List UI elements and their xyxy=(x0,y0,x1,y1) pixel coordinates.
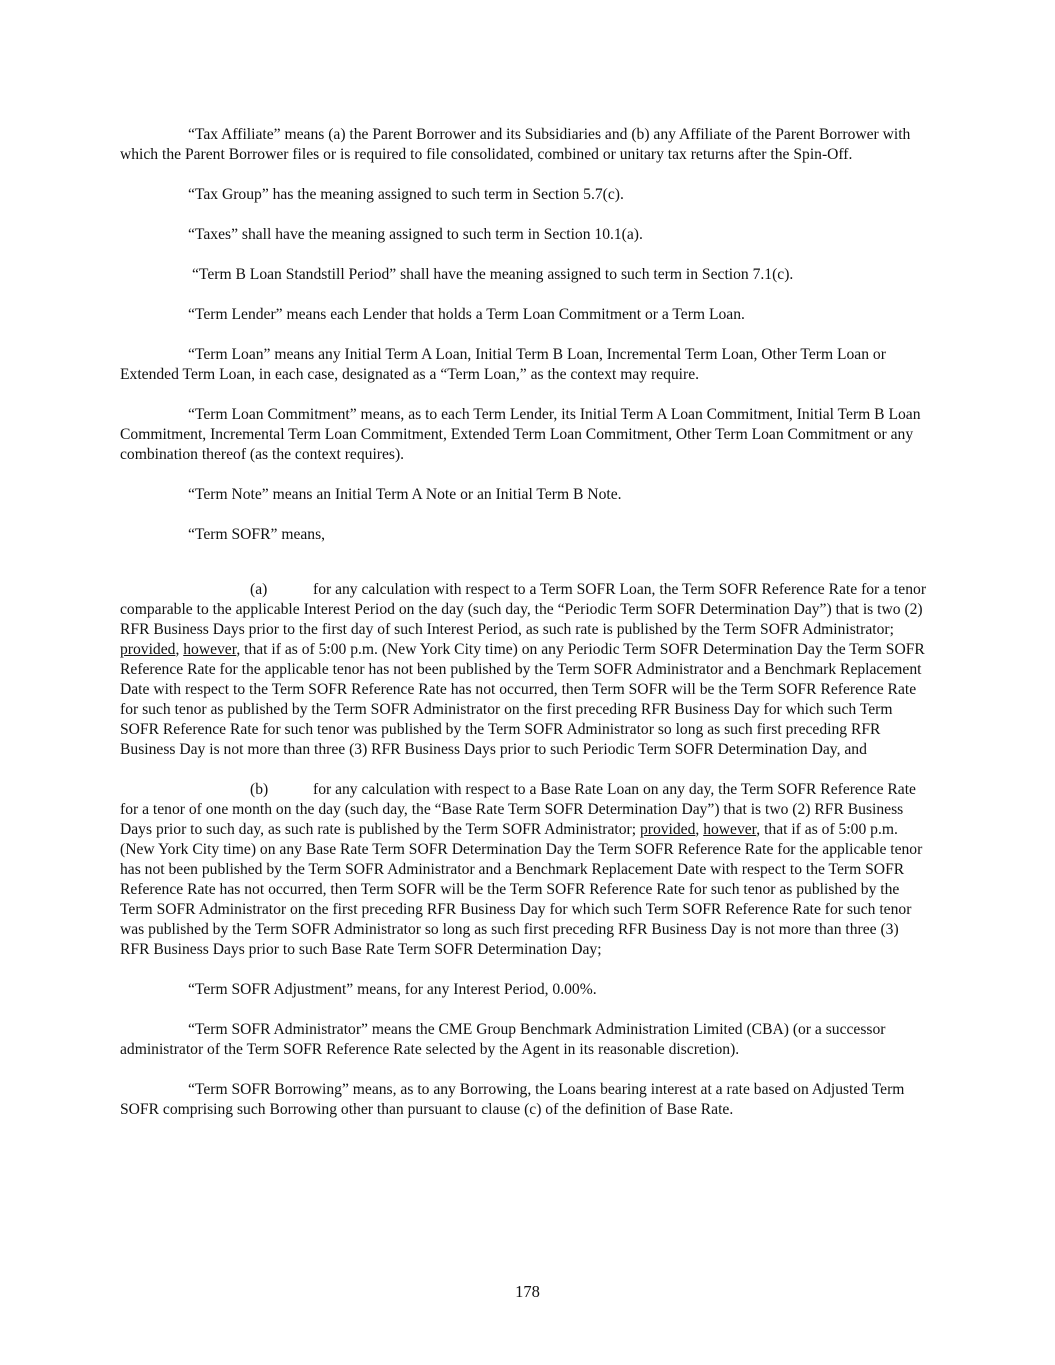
clause-b-label: (b) xyxy=(250,781,269,798)
definition-term-b-loan-standstill-period: “Term B Loan Standstill Period” shall have the meaning assigned to such term in Section 7.1(c). xyxy=(192,266,794,283)
definition-taxes: “Taxes” shall have the meaning assigned to such term in Section 10.1(a). xyxy=(188,226,643,243)
definition-tax-affiliate: “Tax Affiliate” means (a) the Parent Borrower and its Subsidiaries and (b) any Affiliate of the Parent Borrower with which the Parent Borrower files or is required to file consolidated, combined or unitary tax returns after the Spin-Off. xyxy=(120,126,911,163)
definition-term-sofr-borrowing: “Term SOFR Borrowing” means, as to any Borrowing, the Loans bearing interest at a rate based on Adjusted Term SOFR comprising such Borrowing other than pursuant to clause (c) of the definition of Base Rate. xyxy=(120,1081,905,1118)
clause-a-however: however xyxy=(183,641,237,658)
definition-term-loan-commitment: “Term Loan Commitment” means, as to each Term Lender, its Initial Term A Loan Commitment, Initial Term B Loan Commitment, Incremental Term Loan Commitment, Extended Term Loan Commitment, Other Term Loan Commitment or any combination thereof (as the context requires). xyxy=(120,406,921,463)
clause-b-however: however xyxy=(703,821,757,838)
clause-b-comma: , xyxy=(695,821,704,838)
definition-term-sofr-administrator: “Term SOFR Administrator” means the CME Group Benchmark Administration Limited (CBA) (or a successor administrator of the Term SOFR Reference Rate selected by the Agent in its reasonable discretion). xyxy=(120,1021,886,1058)
clause-a-text-after: , that if as of 5:00 p.m. (New York City time) on any Periodic Term SOFR Determination Day the Term SOFR Reference Rate for the applicable tenor has not been published by the Term SOFR Administrator and a Benchmark Replacement Date with respect to the Term SOFR Reference Rate has not occurred, then Term SOFR will be the Term SOFR Reference Rate for such tenor as published by the Term SOFR Administrator on the first preceding RFR Business Day for which such Term SOFR Reference Rate for such tenor was published by the Term SOFR Administrator so long as such first preceding RFR Business Day is not more than three (3) RFR Business Days prior to such Periodic Term SOFR Determination Day, and xyxy=(120,641,925,758)
clause-a-label: (a) xyxy=(250,581,268,598)
clause-b-provided: provided xyxy=(639,821,696,838)
clause-b-text-after: , that if as of 5:00 p.m. (New York City time) on any Base Rate Term SOFR Determination Day the Term SOFR Reference Rate for the applicable tenor has not been published by the Term SOFR Administrator and a Benchmark Replacement Date with respect to the Term SOFR Reference Rate has not occurred, then Term SOFR will be the Term SOFR Reference Rate for such tenor as published by the Term SOFR Administrator on the first preceding RFR Business Day for which such Term SOFR Reference Rate for such tenor was published by the Term SOFR Administrator so long as such first preceding RFR Business Day is not more than three (3) RFR Business Days prior to such Base Rate Term SOFR Determination Day; xyxy=(120,821,923,958)
definition-tax-group: “Tax Group” has the meaning assigned to such term in Section 5.7(c). xyxy=(188,186,624,203)
page-number: 178 xyxy=(515,1282,540,1301)
clause-b-text-before: for any calculation with respect to a Base Rate Loan on any day, the Term SOFR Reference Rate for a tenor of one month on the day (such day, the “Base Rate Term SOFR Determination Day”) that is two (2) RFR Business Days prior to such day, as such rate is published by the Term SOFR Administrator; xyxy=(120,781,916,838)
term-sofr-clause-a xyxy=(120,580,932,760)
definition-term-sofr: “Term SOFR” means, xyxy=(188,526,326,543)
clause-a-provided: provided xyxy=(120,641,176,658)
term-sofr-clause-b xyxy=(120,780,932,960)
definition-term-lender: “Term Lender” means each Lender that holds a Term Loan Commitment or a Term Loan. xyxy=(188,306,745,323)
clause-a-text-before: for any calculation with respect to a Term SOFR Loan, the Term SOFR Reference Rate for a tenor comparable to the applicable Interest Period on the day (such day, the “Periodic Term SOFR Determination Day”) that is two (2) RFR Business Days prior to the first day of such Interest Period, as such rate is published by the Term SOFR Administrator; xyxy=(120,581,927,638)
definition-term-sofr-adjustment: “Term SOFR Adjustment” means, for any Interest Period, 0.00%. xyxy=(188,981,597,998)
clause-a-comma: , xyxy=(175,641,184,658)
definition-term-note: “Term Note” means an Initial Term A Note or an Initial Term B Note. xyxy=(188,486,622,503)
definition-term-loan: “Term Loan” means any Initial Term A Loan, Initial Term B Loan, Incremental Term Loan, Other Term Loan or Extended Term Loan, in each case, designated as a “Term Loan,” as the context may require. xyxy=(120,346,886,383)
document-page xyxy=(120,125,932,1140)
